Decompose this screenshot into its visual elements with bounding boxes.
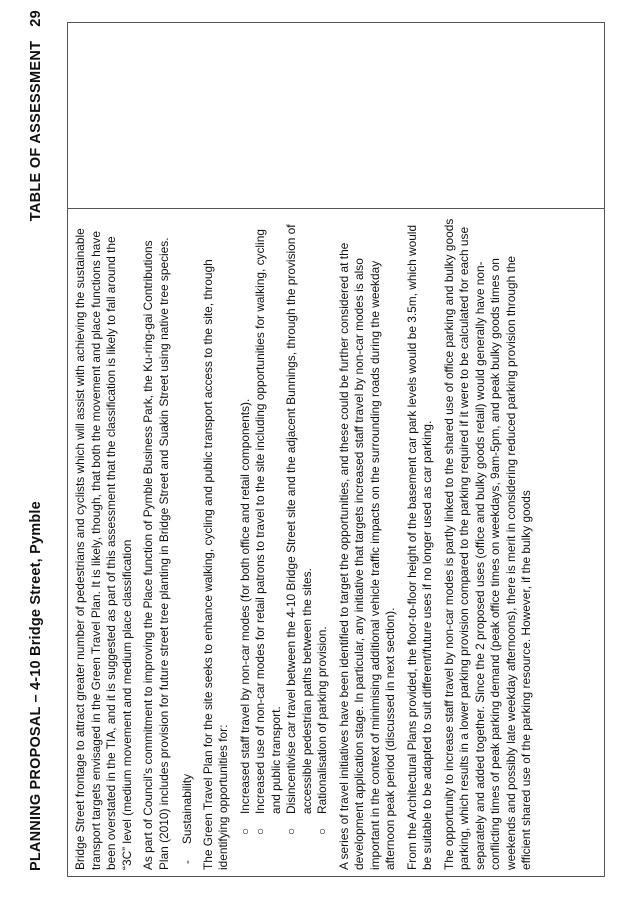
paragraph-green-travel-plan: The Green Travel Plan for the site seeks to enhance walking, cycling and public transport access to the site, through identifying opportunities for:	[200, 259, 230, 870]
circle-bullet-icon: ○	[315, 827, 329, 835]
section-title: TABLE OF ASSESSMENT	[28, 40, 44, 222]
dash-marker: -	[180, 860, 194, 864]
page-number: 29	[28, 10, 44, 27]
paragraph-travel-initiatives: A series of travel initiatives have been identified to target the opportunities, and these could be further considered at the development application stage. In particular, any initiative that targets increased staff travel by non-car modes is also important in the context of minimising additional vehicle traffic impacts on the surrounding roads during the weekday afternoon peak period (discussed in next section).	[336, 242, 397, 870]
assessment-column	[68, 208, 604, 876]
list-item: ○ Rationalisation of parking provision.	[315, 626, 329, 835]
paragraph-place-function: As part of Council’s commitment to improving the Place function of Pymble Business Park, the Ku-ring-gai Contributions Plan (2010) includes provision for future street tree planting in Bridge Street and Suakin Street using native tree species.	[141, 237, 171, 870]
paragraph-street-frontage: Bridge Street frontage to attract greater number of pedestrians and cyclists which will assist with achieving the sustainable transport targets envisaged in the Green Travel Plan. It is likely, though, that both the movement and place functions have been overstated in the TIA, and it is suggested as part of this assessment that the classification is likely to fall around the “3C” level (medium movement and medium place classification	[73, 228, 134, 870]
list-item: ○ Increased use of non-car modes for retail patrons to travel to the site including opportunities for walking, cycling and public transport.	[253, 229, 283, 835]
section-header	[28, 10, 44, 221]
subheading-sustainability	[180, 217, 196, 870]
document-title: PLANNING PROPOSAL – 4-10 Bridge Street, Pymble	[28, 501, 44, 871]
paragraph-architectural-plans: From the Architectural Plans provided, the floor-to-floor height of the basement car park levels would be 3.5m, which would be suitable to be adapted to suit different/future uses if no longer used as car parking.	[404, 224, 434, 870]
list-item: ○ Disincentivise car travel between the 4-10 Bridge Street site and the adjacent Bunnings, through the provision of accessible pedestrian paths between the sites.	[284, 224, 314, 835]
empty-column	[68, 23, 604, 208]
circle-bullet-icon: ○	[237, 827, 252, 835]
list-item: ○ Increased staff travel by non-car modes (for both office and retail components).	[237, 398, 252, 835]
paragraph-shared-parking: The opportunity to increase staff travel by non-car modes is partly linked to the shared use of office parking and bulky goods parking, which results in a lower parking provision compared to the parking required if it were to be calculated for each use separately and added together. Since the 2 proposed uses (office and bulky goods retail) would generally have non-conflicting times of peak parking demand (peak office times on weekdays, 9am-5pm, and peak bulky goods times on weekends and possibly late weekday afternoons), there is merit in considering reduced parking provision through the efficient shared use of the parking resource. However, if the bulky goods	[441, 218, 533, 870]
circle-bullet-icon: ○	[253, 827, 267, 835]
assessment-table	[67, 22, 605, 877]
opportunities-list	[238, 217, 331, 870]
subheading-label: Sustainability	[180, 773, 194, 844]
circle-bullet-icon: ○	[284, 827, 298, 835]
